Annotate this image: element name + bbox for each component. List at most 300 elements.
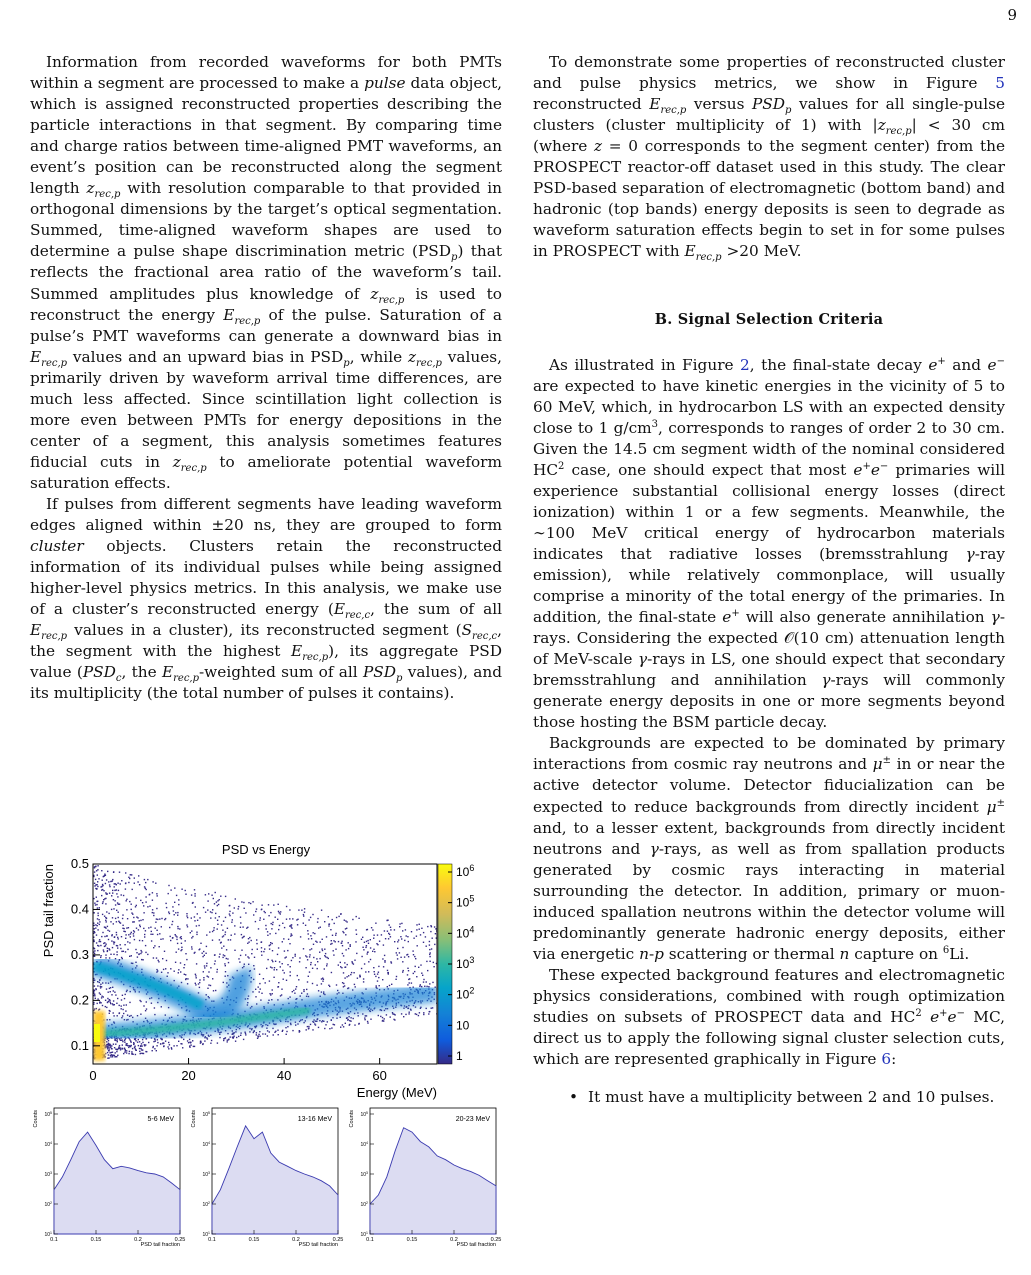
scatter-point xyxy=(364,963,365,964)
scatter-point xyxy=(202,1043,203,1044)
colorbar-tick-label: $10^2$ xyxy=(456,985,475,1002)
scatter-point xyxy=(403,1016,404,1017)
scatter-point xyxy=(215,917,216,918)
scatter-point xyxy=(116,1056,117,1057)
paragraph: To demonstrate some properties of reconstructed cluster and pulse physics metrics, we show in Figure 5 reconstructed $E_{rec,p}$ versus $PSD_p$ values for all single-pulse clusters (cluster multiplicity of 1) with $|z_{rec,p}| < 30$ cm (where z = 0 corresponds to the segment center) from the PROSPECT reactor-off dataset used in this study. The clear PSD-based separation of electromagnetic (bottom band) and hadronic (top bands) energy deposits is seen to degrade as waveform saturation effects begin to set in for some pulses in PROSPECT with $E_{rec,p} >20$ MeV. xyxy=(533,53,1006,264)
paragraph: These expected background features and electromagnetic physics considerations, combined with rough optimization studies on subsets of PROSPECT data and $HC^2$ e+e− MC, direct us to apply the following signal cluster selection cuts, which are represented graphically in Figure 6: xyxy=(533,965,1005,1069)
scatter-point xyxy=(253,914,254,915)
scatter-point xyxy=(206,963,207,964)
scatter-point xyxy=(194,952,195,953)
scatter-point xyxy=(126,899,127,900)
scatter-point xyxy=(244,1032,245,1033)
scatter-point xyxy=(221,924,222,925)
scatter-point xyxy=(222,936,223,937)
scatter-point xyxy=(141,1043,142,1044)
scatter-point xyxy=(93,898,94,899)
scatter-point xyxy=(394,1014,395,1015)
scatter-point xyxy=(107,1019,108,1020)
scatter-point xyxy=(122,1009,123,1010)
scatter-point xyxy=(303,948,304,949)
scatter-point xyxy=(217,969,218,970)
scatter-point xyxy=(116,945,117,946)
scatter-point xyxy=(164,951,165,952)
scatter-point xyxy=(314,933,315,934)
scatter-point xyxy=(124,998,125,999)
scatter-point xyxy=(388,973,389,974)
scatter-point xyxy=(165,1014,166,1015)
scatter-point xyxy=(384,1010,385,1011)
scatter-point xyxy=(423,979,424,980)
scatter-point xyxy=(108,881,109,882)
scatter-point xyxy=(373,949,374,950)
scatter-point xyxy=(115,1052,116,1053)
scatter-point xyxy=(217,1042,218,1043)
scatter-point xyxy=(407,984,408,985)
scatter-point xyxy=(377,973,378,974)
scatter-point xyxy=(200,943,201,944)
scatter-point xyxy=(112,1056,113,1057)
figure-link[interactable]: 2 xyxy=(740,355,750,374)
scatter-point xyxy=(333,950,334,951)
scatter-point xyxy=(349,1020,350,1021)
scatter-point xyxy=(245,912,246,913)
scatter-point xyxy=(115,883,116,884)
scatter-point xyxy=(95,927,96,928)
scatter-point xyxy=(145,901,146,902)
scatter-point xyxy=(126,991,127,992)
list-item xyxy=(569,1087,1005,1108)
scatter-point xyxy=(309,956,310,957)
figure-link[interactable]: 6 xyxy=(881,1050,892,1069)
scatter-point xyxy=(423,1014,424,1015)
scatter-point xyxy=(105,1053,106,1054)
figure-link[interactable]: 5 xyxy=(995,74,1005,93)
scatter-point xyxy=(432,938,433,939)
scatter-point xyxy=(265,925,266,926)
scatter-point xyxy=(232,912,233,913)
scatter-point xyxy=(97,998,98,999)
scatter-point xyxy=(114,936,115,937)
scatter-point xyxy=(382,1017,383,1018)
scatter-point xyxy=(111,895,112,896)
y-tick-label: $10^4$ xyxy=(360,1141,368,1148)
scatter-point xyxy=(303,914,304,915)
scatter-point xyxy=(361,968,362,969)
scatter-point xyxy=(109,988,110,989)
scatter-point xyxy=(148,1042,149,1043)
scatter-point xyxy=(301,910,302,911)
scatter-point xyxy=(251,953,252,954)
scatter-point xyxy=(225,976,226,977)
scatter-point xyxy=(370,959,371,960)
scatter-point xyxy=(94,956,95,957)
scatter-point xyxy=(288,998,289,999)
scatter-point xyxy=(250,903,251,904)
scatter-point xyxy=(328,925,329,926)
scatter-point xyxy=(317,918,318,919)
scatter-point xyxy=(134,1047,135,1048)
scatter-point xyxy=(199,948,200,949)
scatter-point xyxy=(172,906,173,907)
scatter-point xyxy=(269,993,270,994)
x-tick-label: 20 xyxy=(181,1068,196,1083)
scatter-point xyxy=(333,954,334,955)
scatter-point xyxy=(258,986,259,987)
scatter-point xyxy=(113,899,114,900)
scatter-point xyxy=(282,923,283,924)
scatter-point xyxy=(126,927,127,928)
scatter-point xyxy=(105,1000,106,1001)
scatter-point xyxy=(418,1015,419,1016)
scatter-point xyxy=(278,986,279,987)
scatter-point xyxy=(321,910,322,911)
scatter-point xyxy=(217,905,218,906)
scatter-point xyxy=(230,1036,231,1037)
scatter-point xyxy=(223,946,224,947)
scatter-point xyxy=(365,1015,366,1016)
scatter-point xyxy=(97,929,98,930)
scatter-point xyxy=(241,950,242,951)
scatter-point xyxy=(275,917,276,918)
scatter-point xyxy=(329,923,330,924)
scatter-point xyxy=(331,943,332,944)
scatter-point xyxy=(405,1014,406,1015)
scatter-point xyxy=(279,961,280,962)
scatter-point xyxy=(168,893,169,894)
heatmap-chart xyxy=(30,836,502,1101)
scatter-point xyxy=(399,952,400,953)
scatter-point xyxy=(296,998,297,999)
scatter-point xyxy=(207,988,208,989)
scatter-point xyxy=(355,929,356,930)
scatter-point xyxy=(206,994,207,995)
scatter-point xyxy=(324,994,325,995)
scatter-point xyxy=(223,921,224,922)
scatter-point xyxy=(261,951,262,952)
scatter-point xyxy=(106,921,107,922)
scatter-point xyxy=(219,939,220,940)
scatter-point xyxy=(350,944,351,945)
scatter-point xyxy=(168,1007,169,1008)
scatter-point xyxy=(134,877,135,878)
scatter-point xyxy=(268,915,269,916)
scatter-point xyxy=(152,909,153,910)
scatter-point xyxy=(345,1023,346,1024)
scatter-point xyxy=(105,954,106,955)
scatter-point xyxy=(206,965,207,966)
scatter-point xyxy=(161,926,162,927)
scatter-point xyxy=(144,934,145,935)
scatter-point xyxy=(180,962,181,963)
y-tick-label: $10^5$ xyxy=(44,1111,52,1118)
scatter-point xyxy=(281,994,282,995)
scatter-point xyxy=(99,939,100,940)
x-tick-label: 0.25 xyxy=(174,1237,186,1243)
scatter-point xyxy=(275,933,276,934)
scatter-point xyxy=(122,925,123,926)
scatter-point xyxy=(352,919,353,920)
scatter-point xyxy=(285,1027,286,1028)
scatter-point xyxy=(290,971,291,972)
scatter-point xyxy=(261,942,262,943)
scatter-point xyxy=(217,924,218,925)
scatter-point xyxy=(176,952,177,953)
scatter-point xyxy=(163,1046,164,1047)
scatter-point xyxy=(336,917,337,918)
y-tick-label: 0.1 xyxy=(70,1037,89,1053)
scatter-point xyxy=(232,1030,233,1031)
scatter-point xyxy=(138,1045,139,1046)
scatter-point xyxy=(132,963,133,964)
scatter-point xyxy=(116,934,117,935)
y-tick-label: $10^3$ xyxy=(44,1171,52,1178)
scatter-point xyxy=(390,929,391,930)
scatter-point xyxy=(232,919,233,920)
scatter-point xyxy=(109,884,110,885)
scatter-point xyxy=(423,981,424,982)
scatter-point xyxy=(100,984,101,985)
scatter-point xyxy=(215,990,216,991)
section-heading: B. Signal Selection Criteria xyxy=(654,311,884,329)
scatter-point xyxy=(203,979,204,980)
scatter-point xyxy=(161,1006,162,1007)
scatter-point xyxy=(100,986,101,987)
scatter-point xyxy=(105,927,106,928)
scatter-point xyxy=(109,1044,110,1045)
scatter-point xyxy=(152,912,153,913)
scatter-point xyxy=(151,931,152,932)
scatter-point xyxy=(224,963,225,964)
scatter-point xyxy=(229,905,230,906)
scatter-point xyxy=(210,911,211,912)
scatter-point xyxy=(307,993,308,994)
scatter-point xyxy=(409,982,410,983)
scatter-point xyxy=(116,951,117,952)
scatter-point xyxy=(99,980,100,981)
scatter-point xyxy=(416,976,417,977)
scatter-point xyxy=(94,912,95,913)
scatter-point xyxy=(120,944,121,945)
scatter-point xyxy=(126,1050,127,1051)
scatter-point xyxy=(108,939,109,940)
scatter-point xyxy=(154,1007,155,1008)
scatter-point xyxy=(106,911,107,912)
scatter-point xyxy=(331,940,332,941)
scatter-point xyxy=(117,1015,118,1016)
scatter-point xyxy=(181,943,182,944)
scatter-point xyxy=(278,911,279,912)
scatter-point xyxy=(113,1021,114,1022)
scatter-point xyxy=(356,916,357,917)
scatter-point xyxy=(239,961,240,962)
scatter-point xyxy=(335,941,336,942)
scatter-point xyxy=(190,1042,191,1043)
scatter-point xyxy=(165,1041,166,1042)
scatter-point xyxy=(312,1029,313,1030)
scatter-point xyxy=(139,1041,140,1042)
scatter-point xyxy=(167,972,168,973)
scatter-point xyxy=(145,1010,146,1011)
scatter-point xyxy=(249,1031,250,1032)
scatter-point xyxy=(277,954,278,955)
scatter-point xyxy=(178,972,179,973)
scatter-point xyxy=(347,1019,348,1020)
scatter-point xyxy=(142,940,143,941)
scatter-point xyxy=(429,941,430,942)
scatter-point xyxy=(177,943,178,944)
scatter-point xyxy=(322,978,323,979)
scatter-point xyxy=(152,934,153,935)
scatter-point xyxy=(318,1027,319,1028)
y-tick-label: 0.3 xyxy=(70,946,89,962)
scatter-point xyxy=(408,941,409,942)
scatter-point xyxy=(120,922,121,923)
scatter-point xyxy=(316,958,317,959)
scatter-point xyxy=(328,958,329,959)
scatter-point xyxy=(97,907,98,908)
histogram-1 xyxy=(30,1102,188,1262)
scatter-point xyxy=(94,931,95,932)
scatter-point xyxy=(257,1038,258,1039)
scatter-point xyxy=(286,980,287,981)
scatter-point xyxy=(205,912,206,913)
scatter-point xyxy=(261,947,262,948)
scatter-point xyxy=(136,905,137,906)
scatter-point xyxy=(280,913,281,914)
scatter-point xyxy=(321,978,322,979)
scatter-point xyxy=(274,1032,275,1033)
scatter-point xyxy=(223,1038,224,1039)
scatter-point xyxy=(323,991,324,992)
scatter-point xyxy=(231,935,232,936)
scatter-point xyxy=(430,931,431,932)
scatter-point xyxy=(272,950,273,951)
scatter-point xyxy=(104,874,105,875)
scatter-point xyxy=(397,954,398,955)
scatter-point xyxy=(384,960,385,961)
scatter-point xyxy=(370,939,371,940)
scatter-point xyxy=(258,1036,259,1037)
scatter-point xyxy=(153,957,154,958)
scatter-point xyxy=(145,1018,146,1019)
scatter-point xyxy=(156,930,157,931)
scatter-point xyxy=(111,1048,112,1049)
scatter-point xyxy=(154,945,155,946)
scatter-point xyxy=(325,953,326,954)
scatter-point xyxy=(114,1047,115,1048)
scatter-point xyxy=(313,932,314,933)
scatter-point xyxy=(253,979,254,980)
scatter-point xyxy=(426,1008,427,1009)
scatter-point xyxy=(111,1052,112,1053)
scatter-point xyxy=(204,967,205,968)
scatter-point xyxy=(133,1042,134,1043)
scatter-point xyxy=(402,971,403,972)
scatter-point xyxy=(269,980,270,981)
scatter-point xyxy=(387,920,388,921)
scatter-point xyxy=(260,999,261,1000)
scatter-point xyxy=(102,884,103,885)
scatter-point xyxy=(251,940,252,941)
scatter-point xyxy=(157,919,158,920)
scatter-point xyxy=(115,958,116,959)
scatter-point xyxy=(249,1028,250,1029)
scatter-point xyxy=(129,1016,130,1017)
scatter-point xyxy=(159,918,160,919)
scatter-point xyxy=(139,1051,140,1052)
scatter-point xyxy=(210,985,211,986)
scatter-point xyxy=(350,1017,351,1018)
scatter-point xyxy=(321,983,322,984)
scatter-point xyxy=(121,957,122,958)
scatter-point xyxy=(419,929,420,930)
scatter-point xyxy=(364,1017,365,1018)
scatter-point xyxy=(133,917,134,918)
scatter-point xyxy=(143,1053,144,1054)
scatter-point xyxy=(363,978,364,979)
figure-psd-vs-energy xyxy=(30,836,502,1266)
scatter-point xyxy=(122,914,123,915)
scatter-point xyxy=(241,901,242,902)
scatter-point xyxy=(226,958,227,959)
scatter-point xyxy=(145,930,146,931)
low-energy-core xyxy=(94,1024,100,1042)
x-tick-label: 0.1 xyxy=(50,1237,58,1243)
scatter-point xyxy=(237,970,238,971)
scatter-point xyxy=(139,884,140,885)
scatter-point xyxy=(102,1005,103,1006)
scatter-point xyxy=(170,889,171,890)
scatter-point xyxy=(308,1028,309,1029)
scatter-point xyxy=(112,890,113,891)
scatter-point xyxy=(322,939,323,940)
scatter-point xyxy=(105,903,106,904)
scatter-point xyxy=(146,1051,147,1052)
scatter-point xyxy=(324,949,325,950)
scatter-point xyxy=(322,950,323,951)
scatter-point xyxy=(139,920,140,921)
scatter-point xyxy=(155,922,156,923)
scatter-point xyxy=(208,971,209,972)
scatter-point xyxy=(219,1032,220,1033)
scatter-point xyxy=(141,959,142,960)
scatter-point xyxy=(383,966,384,967)
scatter-point xyxy=(110,954,111,955)
scatter-point xyxy=(126,990,127,991)
scatter-point xyxy=(186,913,187,914)
scatter-point xyxy=(384,961,385,962)
scatter-point xyxy=(182,1047,183,1048)
scatter-point xyxy=(381,1010,382,1011)
scatter-point xyxy=(425,936,426,937)
scatter-point xyxy=(256,1003,257,1004)
scatter-point xyxy=(377,934,378,935)
scatter-point xyxy=(338,916,339,917)
scatter-point xyxy=(324,955,325,956)
scatter-point xyxy=(234,925,235,926)
scatter-point xyxy=(252,949,253,950)
scatter-point xyxy=(100,941,101,942)
scatter-point xyxy=(100,886,101,887)
scatter-point xyxy=(284,927,285,928)
scatter-point xyxy=(131,963,132,964)
scatter-point xyxy=(411,982,412,983)
scatter-point xyxy=(175,912,176,913)
scatter-point xyxy=(111,909,112,910)
scatter-point xyxy=(112,879,113,880)
scatter-point xyxy=(335,935,336,936)
scatter-point xyxy=(429,944,430,945)
